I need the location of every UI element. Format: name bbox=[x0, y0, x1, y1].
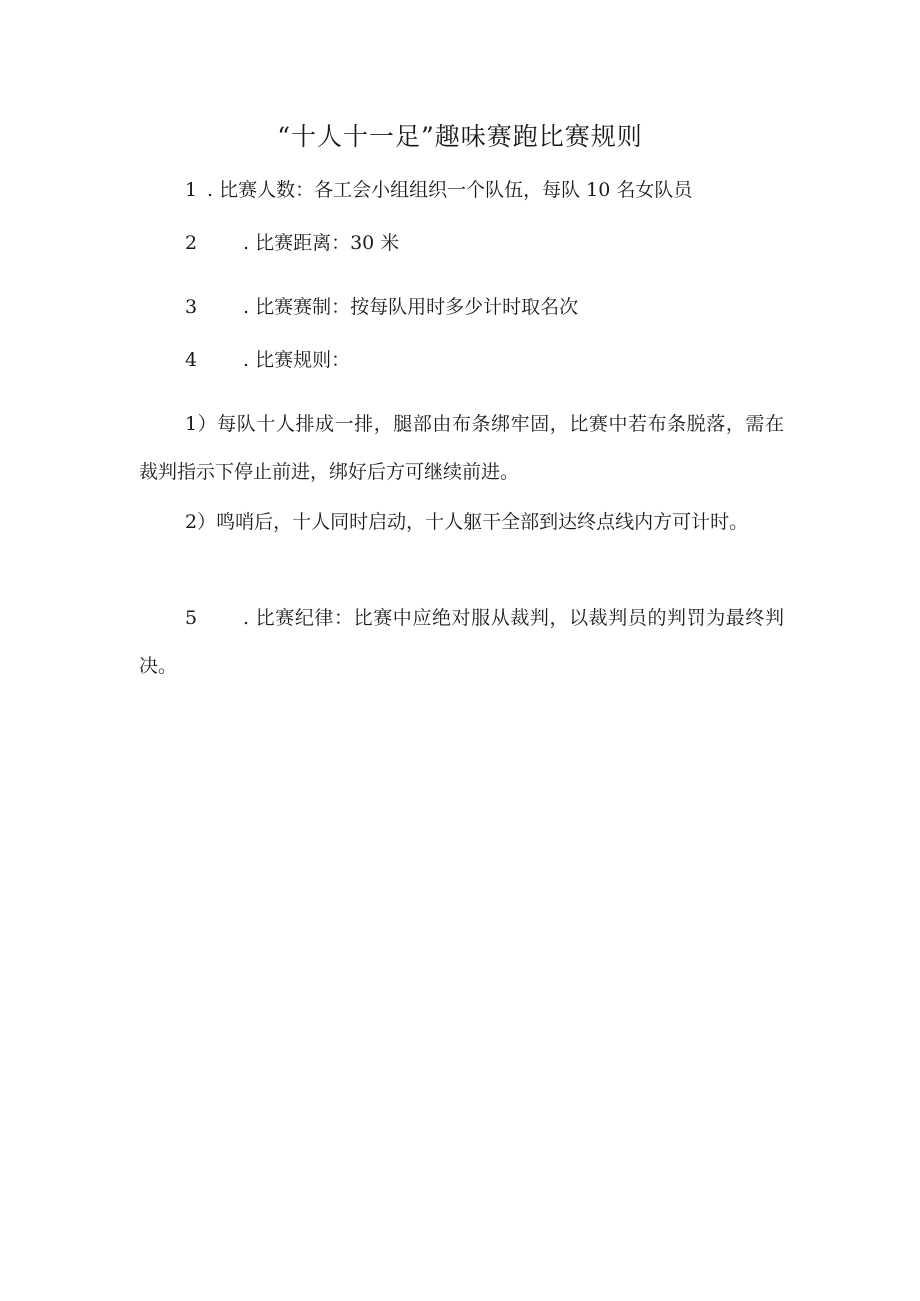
rule-item-4 bbox=[185, 346, 350, 374]
rule-sub-2: 2）鸣哨后，十人同时启动，十人躯干全部到达终点线内方可计时。 bbox=[185, 511, 749, 533]
rule-item-text: . 比赛距离：30 米 bbox=[243, 232, 400, 254]
rule-item-number: 5 bbox=[185, 607, 198, 629]
rule-sub-1: 1）每队十人排成一排，腿部由布条绑牢固，比赛中若布条脱落，需在裁判指示下停止前进，绑好后方可继续前进。 bbox=[139, 413, 784, 483]
document-title: “十人十一足”趣味赛跑比赛规则 bbox=[277, 122, 643, 151]
rule-item-text: . 比赛规则： bbox=[243, 349, 351, 371]
rule-item-1 bbox=[185, 176, 692, 204]
rule-item-2 bbox=[185, 229, 399, 257]
rule-item-number: 1 bbox=[185, 179, 198, 201]
rule-item-5 bbox=[139, 594, 784, 690]
rule-item-3 bbox=[185, 293, 578, 321]
rule-item-number: 3 bbox=[185, 296, 198, 318]
rule-item-number: 4 bbox=[185, 349, 198, 371]
rule-item-text: . 比赛纪律：比赛中应绝对服从裁判，以裁判员的判罚为最终判决。 bbox=[139, 607, 784, 677]
rule-item-text: . 比赛人数：各工会小组组织一个队伍，每队 10 名女队员 bbox=[207, 179, 693, 201]
rule-item-number: 2 bbox=[185, 232, 198, 254]
rule-item-text: . 比赛赛制：按每队用时多少计时取名次 bbox=[243, 296, 579, 318]
